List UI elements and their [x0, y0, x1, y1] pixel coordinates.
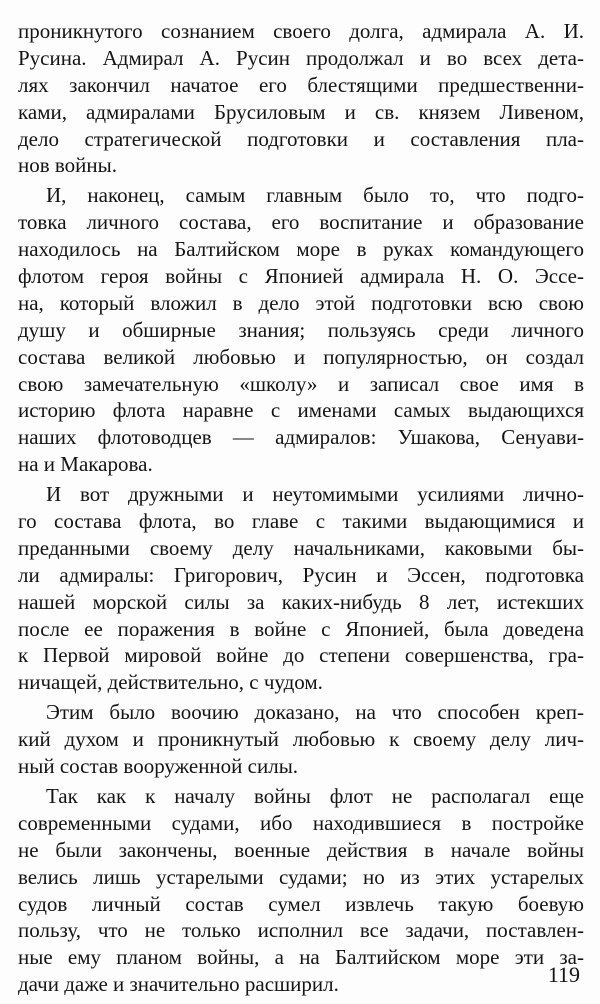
text-line: свою замечательную «школу» и записал свое имя в	[18, 371, 584, 396]
text-line: го состава флота, во главе с такими выдающимися и	[18, 509, 584, 534]
text-line: Русина. Адмирал А. Русин продолжал и во всех дета-	[18, 45, 584, 70]
text-line: Этим было воочию доказано, на что способен креп-	[46, 700, 584, 725]
paragraph-1	[18, 18, 584, 179]
paragraph-5	[18, 783, 584, 998]
text-line: ками, адмиралами Брусиловым и св. князем Ливеном,	[18, 99, 584, 124]
text-line: на и Макарова.	[18, 452, 153, 477]
text-line: кий духом и проникнутый любовью к своему делу лич-	[18, 727, 584, 752]
text-line: современными судами, ибо находившиеся в постройке	[18, 810, 584, 835]
text-line: не были закончены, военные действия в начале войны	[18, 837, 584, 862]
text-line: ли адмиралы: Григорович, Русин и Эссен, подготовка	[18, 562, 584, 587]
text-line: товка личного состава, его воспитание и образование	[18, 210, 584, 235]
paragraph-4	[18, 699, 584, 780]
text-line: на, который вложил в дело этой подготовки всю свою	[18, 290, 584, 315]
text-line: проникнутого сознанием своего долга, адмирала А. И.	[18, 19, 584, 43]
text-line: состава великой любовью и популярностью, он создал	[18, 344, 584, 369]
paragraph-3	[18, 481, 584, 696]
text-line: велись лишь устарелыми судами; но из этих устарелых	[18, 864, 584, 889]
text-line: дело стратегической подготовки и составления пла-	[18, 126, 584, 151]
body-text	[18, 18, 584, 1001]
text-line: ничащей, действительно, с чудом.	[18, 670, 323, 695]
page-number: 119	[547, 962, 580, 987]
text-line: И, наконец, самым главным было то, что подго-	[46, 183, 584, 208]
text-line: ные ему планом войны, а на Балтийском море эти за-	[18, 945, 584, 970]
text-line: дачи даже и значительно расширил.	[18, 972, 339, 997]
text-line: пользу, что не только исполнил все задачи, поставлен-	[18, 918, 584, 943]
text-line: после ее поражения в войне с Японией, была доведена	[18, 616, 584, 641]
text-line: наших флотоводцев — адмиралов: Ушакова, Сенyави-	[18, 425, 584, 450]
text-line: находилось на Балтийском море в руках командующего	[18, 237, 584, 262]
text-line: нов войны.	[18, 153, 118, 178]
text-line: Так как к началу войны флот не располагал еще	[46, 783, 584, 808]
text-line: душу и обширные знания; пользуясь среди личного	[18, 317, 584, 342]
text-line: историю флота наравне с именами самых выдающихся	[18, 398, 584, 423]
text-line: флотом героя войны с Японией адмирала Н. О. Эссе-	[18, 264, 584, 289]
text-line: судов личный состав сумел извлечь такую боевую	[18, 891, 584, 916]
text-line: к Первой мировой войне до степени совершенства, гра-	[18, 643, 584, 668]
text-line: нашей морской силы за каких-нибудь 8 лет, истекших	[18, 589, 584, 614]
paragraph-2	[18, 182, 584, 478]
text-line: преданными своему делу начальниками, каковыми бы-	[18, 535, 584, 560]
text-line: И вот дружными и неутомимыми усилиями лично-	[46, 482, 584, 507]
text-line: лях закончил начатое его блестящими предшественни-	[18, 72, 584, 97]
text-line: ный состав вооруженной силы.	[18, 754, 299, 779]
